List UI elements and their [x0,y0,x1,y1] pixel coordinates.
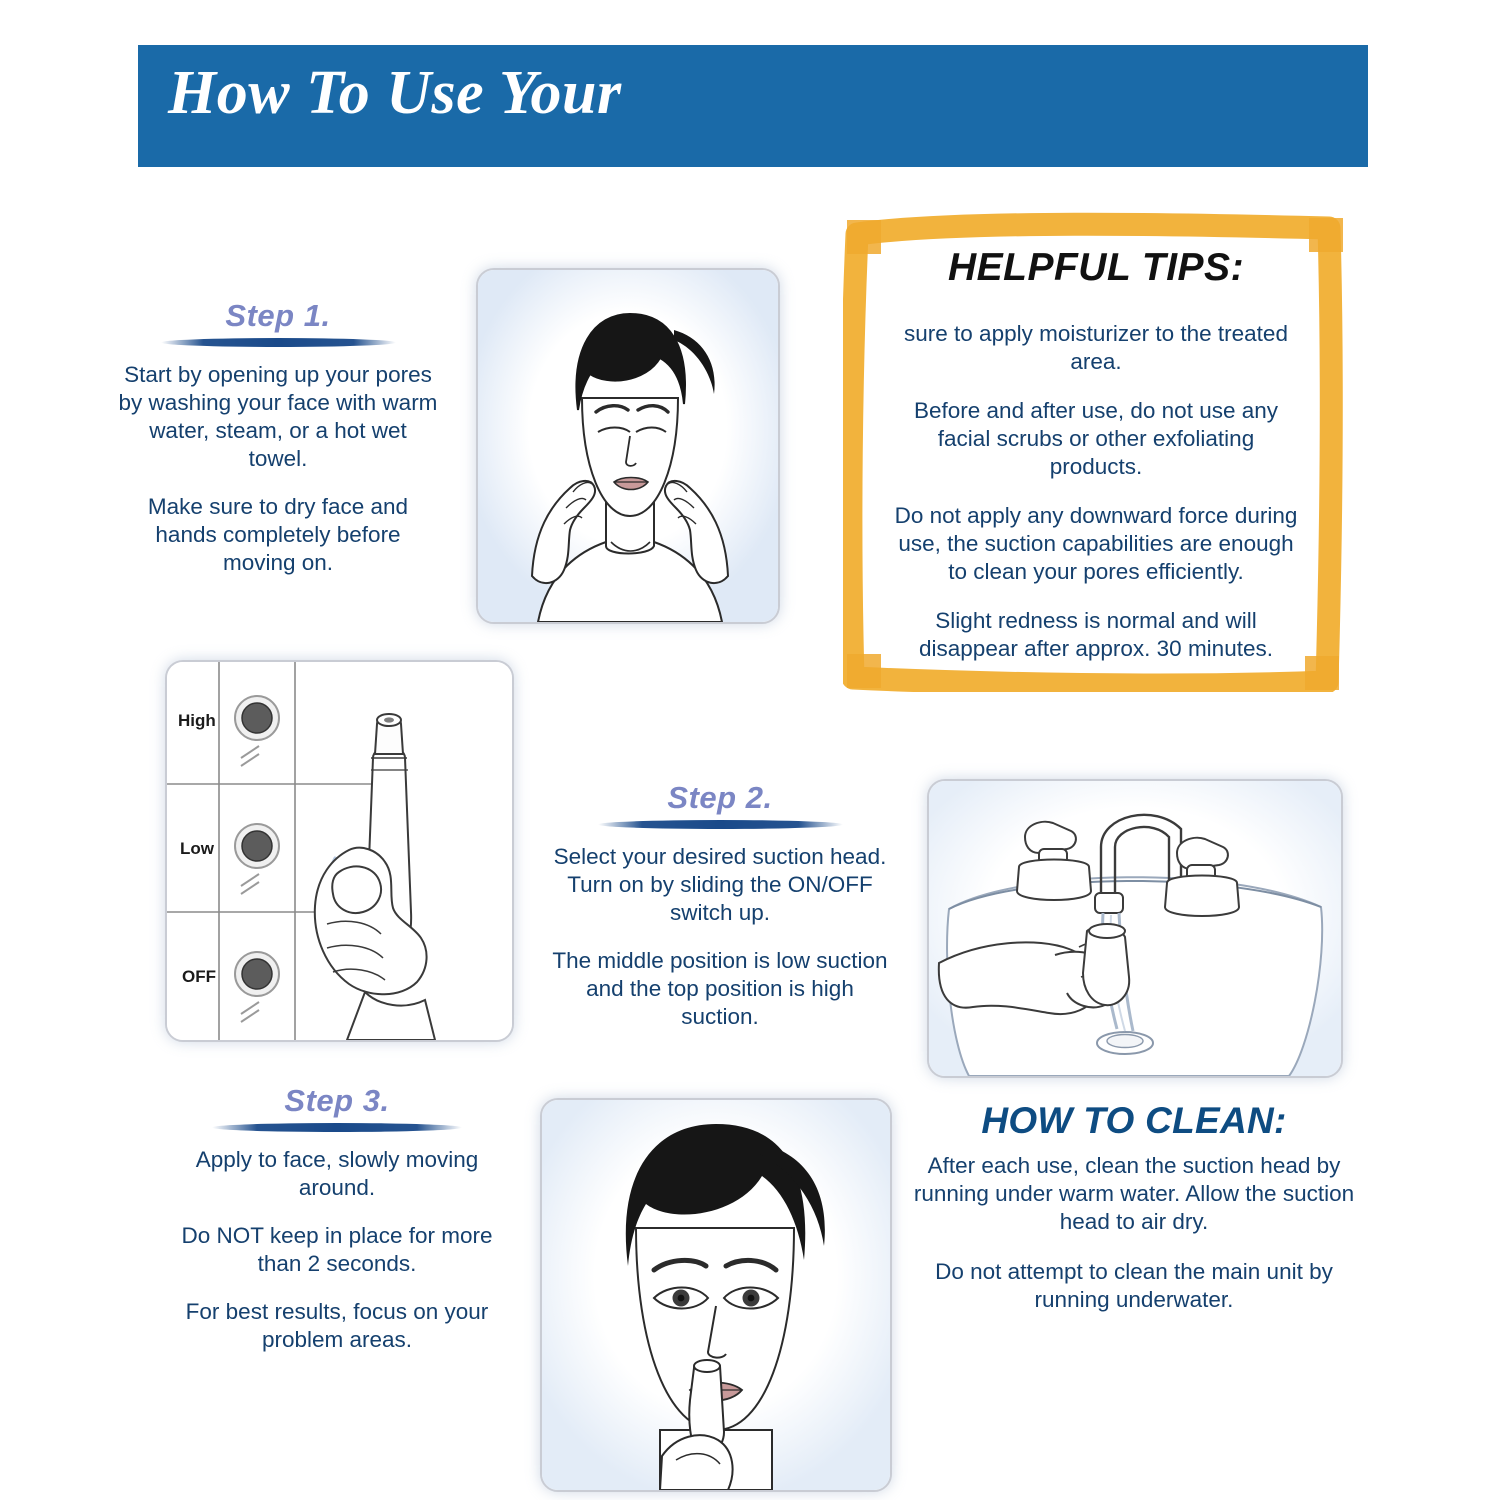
tips-paragraph-3: Do not apply any downward force during use, the suction capabilities are enough to clean your pores efficiently. [894,503,1298,584]
step-2-underline [598,820,843,829]
step-3-underline [212,1123,462,1132]
step-1-paragraph-2: Make sure to dry face and hands completely before moving on. [147,494,409,575]
woman-using-device-on-nose-illustration [540,1098,892,1492]
step-1-text [118,298,438,577]
how-to-clean-section [908,1100,1360,1314]
helpful-tips-panel [843,212,1343,692]
faucet-rinsing-suction-head-illustration [927,779,1343,1078]
switch-label-high: High [178,711,216,730]
step-2-paragraph-1: Select your desired suction head. Turn on by sliding the ON/OFF switch up. [553,844,887,925]
tips-paragraph-1: sure to apply moisturizer to the treated area. [904,321,1288,374]
step-1-underline [161,338,396,347]
tips-paragraph-4: Slight redness is normal and will disappear after approx. 30 minutes. [919,608,1273,661]
step-3-paragraph-2: Do NOT keep in place for more than 2 seconds. [181,1223,493,1276]
clean-heading: HOW TO CLEAN: [981,1100,1287,1141]
hand-holding-device-switch-illustration [165,660,514,1042]
step-3-paragraph-3: For best results, focus on your problem areas. [185,1299,489,1352]
switch-label-off: OFF [182,967,216,986]
tips-heading: HELPFUL TIPS: [947,246,1245,289]
step-1-title: Step 1. [225,298,331,333]
clean-paragraph-2: Do not attempt to clean the main unit by running underwater. [935,1259,1333,1312]
tips-paragraph-2: Before and after use, do not use any facial scrubs or other exfoliating products. [914,398,1278,479]
step-2-title: Step 2. [667,780,773,815]
clean-paragraph-1: After each use, clean the suction head by running under warm water. Allow the suction head to air dry. [913,1153,1355,1234]
step-3-paragraph-1: Apply to face, slowly moving around. [195,1147,479,1200]
step-3-title: Step 3. [284,1083,390,1118]
step-3-text [172,1083,502,1354]
step-2-text [552,780,888,1031]
page-title: How To Use Your [168,59,622,127]
step-1-paragraph-1: Start by opening up your pores by washing your face with warm water, steam, or a hot wet towel. [118,362,438,471]
step-2-paragraph-2: The middle position is low suction and the top position is high suction. [552,948,888,1029]
switch-label-low: Low [180,839,214,858]
woman-washing-face-illustration [476,268,780,624]
